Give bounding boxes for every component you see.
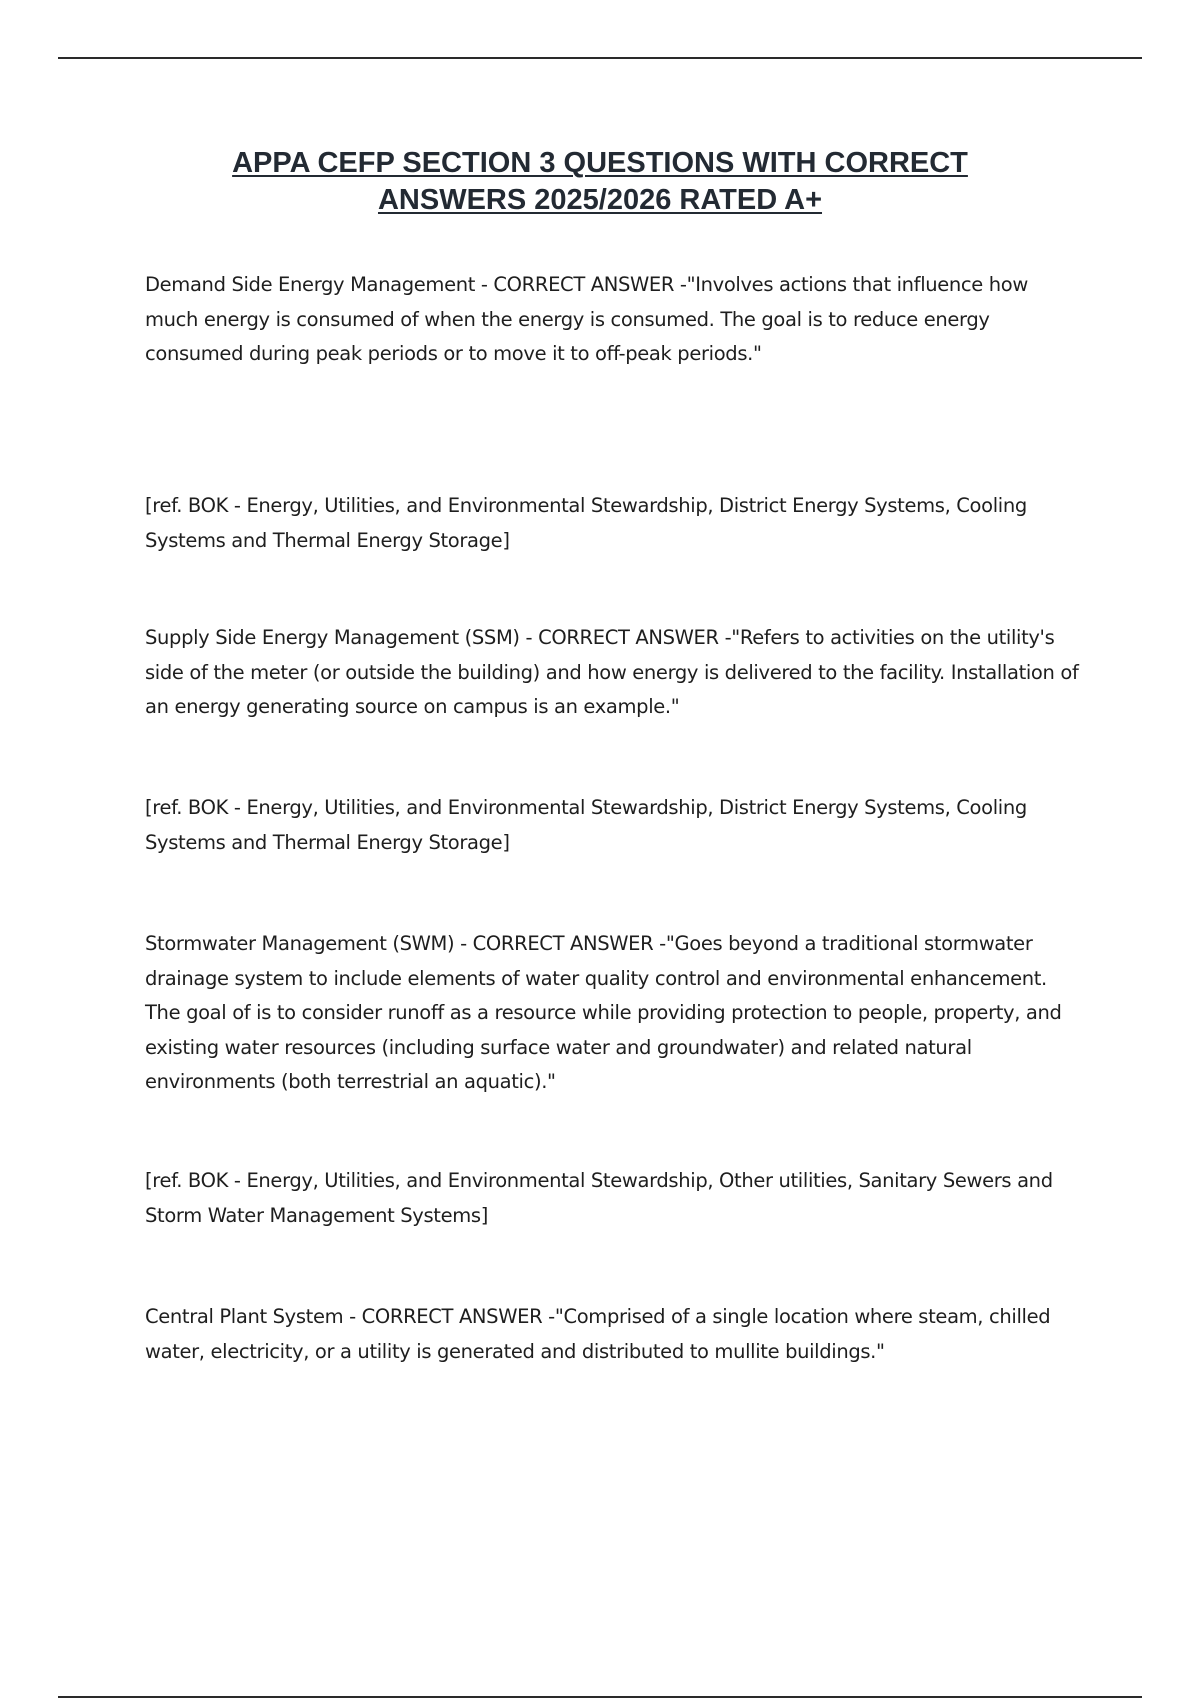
qa-supply-side-energy-management: Supply Side Energy Management (SSM) - CORRECT ANSWER -"Refers to activities on the utility's side of the meter (or outside the building) and how energy is delivered to the facility. Installation of an energy generating source on campus is an example."	[145, 626, 1079, 718]
reference-district-energy-1: [ref. BOK - Energy, Utilities, and Environmental Stewardship, District Energy Systems, Cooling Systems and Thermal Energy Storage]	[145, 494, 1027, 552]
reference-district-energy-2: [ref. BOK - Energy, Utilities, and Environmental Stewardship, District Energy Systems, Cooling Systems and Thermal Energy Storage]	[145, 796, 1027, 854]
qa-stormwater-management: Stormwater Management (SWM) - CORRECT ANSWER -"Goes beyond a traditional stormwater drainage system to include elements of water quality control and environmental enhancement. The goal of is to consider runoff as a resource while providing protection to people, property, and existing water resources (including surface water and groundwater) and related natural environments (both terrestrial an aquatic)."	[145, 932, 1062, 1093]
bottom-divider	[58, 1696, 1142, 1698]
top-divider	[58, 57, 1142, 59]
qa-demand-side-energy-management: Demand Side Energy Management - CORRECT ANSWER -"Involves actions that influence how much energy is consumed of when the energy is consumed. The goal is to reduce energy consumed during peak periods or to move it to off-peak periods."	[145, 273, 1028, 365]
qa-central-plant-system: Central Plant System - CORRECT ANSWER -"Comprised of a single location where steam, chilled water, electricity, or a utility is generated and distributed to mullite buildings."	[145, 1305, 1051, 1363]
title-line-2: ANSWERS 2025/2026 RATED A+	[377, 184, 823, 216]
title-line-1: APPA CEFP SECTION 3 QUESTIONS WITH CORRECT	[232, 147, 968, 179]
page-title	[120, 145, 1080, 219]
reference-sanitary-sewers: [ref. BOK - Energy, Utilities, and Environmental Stewardship, Other utilities, Sanitary Sewers and Storm Water Management Systems]	[145, 1169, 1053, 1227]
